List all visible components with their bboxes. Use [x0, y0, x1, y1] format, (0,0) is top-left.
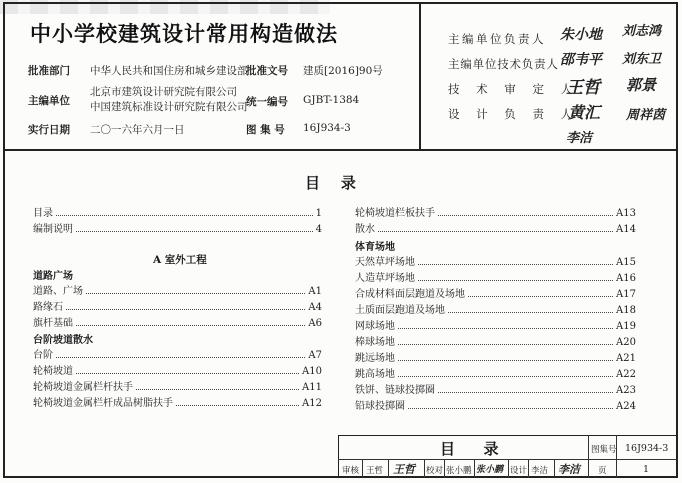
editor-line2: 中国建筑标准设计研究院有限公司 — [90, 101, 248, 113]
toc-entry[interactable]: 棒球场地 A20 — [355, 337, 636, 348]
signature-chief-editor: 朱小地 — [560, 27, 602, 43]
toc-entry[interactable]: 铁饼、链球投掷圈 A23 — [355, 385, 636, 396]
header-vertical-divider — [419, 2, 421, 150]
toc-entry[interactable]: 轮椅坡道栏板扶手 A13 — [355, 208, 636, 219]
group-sports-heading: 体育场地 — [355, 242, 395, 253]
toc-entry-label: 编制说明 — [33, 224, 73, 235]
toc-entry[interactable]: 跳远场地 A21 — [355, 353, 636, 364]
atlas-no-label: 图 集 号 — [246, 124, 285, 136]
check-signature: 张小鹏 — [476, 465, 504, 475]
group-steps-heading: 台阶坡道散水 — [33, 335, 93, 346]
signature-tech-reviewer-2: 郭景 — [626, 76, 657, 94]
check-label: 校对 — [426, 466, 444, 476]
toc-entry-contents[interactable] — [33, 205, 322, 219]
approve-dept-label: 批准部门 — [28, 65, 70, 77]
date: 二〇一六年六月一日 — [90, 124, 185, 136]
page-label: 页 — [598, 466, 607, 476]
role-design-lead: 设 计 负 责 人 — [448, 107, 579, 121]
signature-tech-reviewer: 王哲 — [566, 78, 600, 98]
toc-entry-label: 目录 — [33, 208, 53, 219]
design-name: 李洁 — [531, 466, 549, 476]
toc-entry[interactable]: 轮椅坡道金属栏杆扶手 A11 — [33, 382, 322, 393]
signature-chief-editor-2: 刘志鸿 — [622, 24, 662, 39]
toc-entry[interactable]: 道路、广场 A1 — [33, 286, 322, 297]
toc-title: 目 录 — [305, 174, 356, 192]
title-block-top — [338, 435, 678, 436]
editor-label: 主编单位 — [28, 95, 70, 107]
signature-design-lead-2: 周祥茵 — [626, 108, 666, 123]
toc-entry[interactable]: 轮椅坡道金属栏杆成品树脂扶手 A12 — [33, 398, 322, 409]
section-a-heading: A 室外工程 — [153, 254, 207, 266]
design-signature: 李洁 — [558, 463, 580, 476]
unified-no: GJBT-1384 — [303, 94, 360, 106]
toc-entry[interactable]: 合成材料面层跑道及场地 A17 — [355, 289, 636, 300]
header-divider — [3, 149, 678, 151]
approve-doc-label: 批准文号 — [246, 65, 288, 77]
approve-dept: 中华人民共和国住房和城乡建设部 — [90, 65, 248, 77]
toc-entry[interactable]: 人造草坪场地 A16 — [355, 273, 636, 284]
review-label: 审核 — [342, 466, 360, 476]
atlas-title: 中小学校建筑设计常用构造做法 — [30, 21, 338, 46]
toc-entry[interactable]: 路缘石 A4 — [33, 302, 322, 313]
check-name: 张小鹏 — [446, 466, 472, 476]
review-signature: 王哲 — [393, 463, 415, 476]
toc-entry[interactable]: 轮椅坡道 A10 — [33, 366, 322, 377]
toc-entry-notes[interactable] — [33, 221, 322, 235]
atlas-no: 16J934-3 — [303, 122, 351, 134]
toc-entry[interactable]: 天然草坪场地 A15 — [355, 257, 636, 268]
title-block-left — [338, 435, 339, 478]
review-name: 王哲 — [366, 466, 384, 476]
toc-entry[interactable]: 网球场地 A19 — [355, 321, 636, 332]
toc-entry[interactable]: 旗杆基础 A6 — [33, 318, 322, 329]
design-label: 设计 — [510, 466, 528, 476]
title-block-atlas-label: 图集号 — [591, 445, 617, 455]
toc-entry[interactable]: 铅球投掷圈 A24 — [355, 401, 636, 412]
toc-entry[interactable]: 跳高场地 A22 — [355, 369, 636, 380]
title-block-title: 目 录 — [440, 440, 505, 458]
toc-entry-page: 1 — [315, 208, 322, 219]
unified-no-label: 统一编号 — [246, 96, 288, 108]
title-block-atlas-no: 16J934-3 — [625, 443, 669, 454]
signature-tech-chief-2: 刘东卫 — [622, 52, 662, 67]
toc-entry[interactable]: 散水 A14 — [355, 224, 636, 235]
toc-entry-page: 4 — [315, 224, 322, 235]
toc-entry[interactable]: 台阶 A7 — [33, 350, 322, 361]
group-roads-heading: 道路广场 — [33, 271, 73, 282]
date-label: 实行日期 — [28, 124, 70, 136]
role-tech-chief: 主编单位技术负责人 — [448, 57, 559, 71]
role-tech-reviewer: 技 术 审 定 人 — [448, 82, 579, 96]
signature-tech-chief: 邵韦平 — [560, 52, 602, 68]
role-chief-editor: 主编单位负责人 — [448, 32, 546, 46]
editor-line1: 北京市建筑设计研究院有限公司 — [90, 86, 237, 98]
approve-doc: 建质[2016]90号 — [303, 65, 383, 77]
signature-design-lead: 黄汇 — [568, 103, 601, 122]
page-number: 1 — [643, 464, 650, 475]
signature-extra: 李洁 — [566, 131, 593, 146]
toc-entry[interactable]: 土质面层跑道及场地 A18 — [355, 305, 636, 316]
